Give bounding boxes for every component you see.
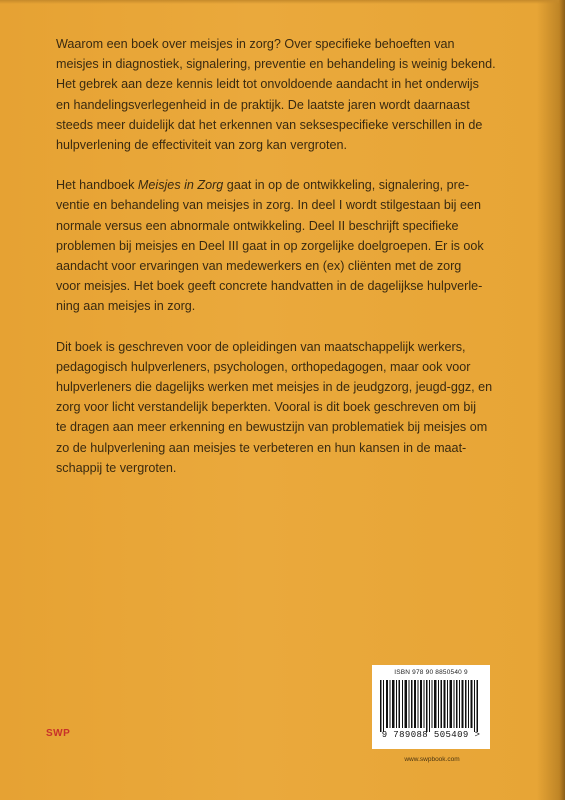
blurb-paragraph-1: Waarom een boek over meisjes in zorg? Over specifieke behoeften van meisjes in diagnostiek, signalering, preventie en behandeling is weinig bekend. Het gebrek aan deze kennis leidt tot onvoldoende aandacht in het onderwijs en handelingsverlegenheid in de praktijk. De laatste jaren wordt daarnaast steeds meer duidelijk dat het erkennen van seksespecifieke verschillen in de hulpverlening de effectiviteit van zorg kan vergroten. [56,37,496,153]
blurb-paragraph-2-rest: gaat in op de ontwikkeling, signalering, pre- ventie en behandeling van meisjes in zorg. In deel I wordt stilgestaan bij een normale versus een abnormale ontwikkeling. Deel II beschrijft specifieke problemen bij meisjes en Deel III gaat in op zorgelijke doelgroepen. Er is ook aandacht voor ervaringen van medewerkers en (ex) cliënten met de zorg voor meisjes. Het boek geeft concrete handvatten in de dagelijkse hulpverle- ning aan meisjes in zorg. [56,178,484,314]
publisher-logo: SWP [46,728,71,739]
barcode-digits: 9 789088 505409 > [381,730,481,740]
blurb-paragraph-2 [56,175,524,316]
publisher-website: www.swpbook.com [404,756,460,763]
blurb-text [56,34,524,498]
isbn-text: ISBN 978 90 8850540 9 [394,669,468,676]
barcode-label [372,665,490,749]
cover-spine-edge [559,0,565,800]
book-title-italic: Meisjes in Zorg [137,178,224,193]
barcode-icon [380,680,482,732]
cover-top-edge [0,0,565,4]
blurb-paragraph-2-start: Het handboek [56,178,138,193]
blurb-paragraph-3: Dit boek is geschreven voor de opleidingen van maatschappelijk werkers, pedagogisch hulpverleners, psychologen, orthopedagogen, maar ook voor hulpverleners die dagelijks werken met meisjes in de jeudgzorg, jeugd-ggz, en zorg voor licht verstandelijk beperkten. Vooral is dit boek geschreven om bij te dragen aan meer erkenning en bewustzijn van problematiek bij meisjes om zo de hulpverlening aan meisjes te verbeteren en hun kansen in de maat- schappij te vergroten. [56,339,493,475]
